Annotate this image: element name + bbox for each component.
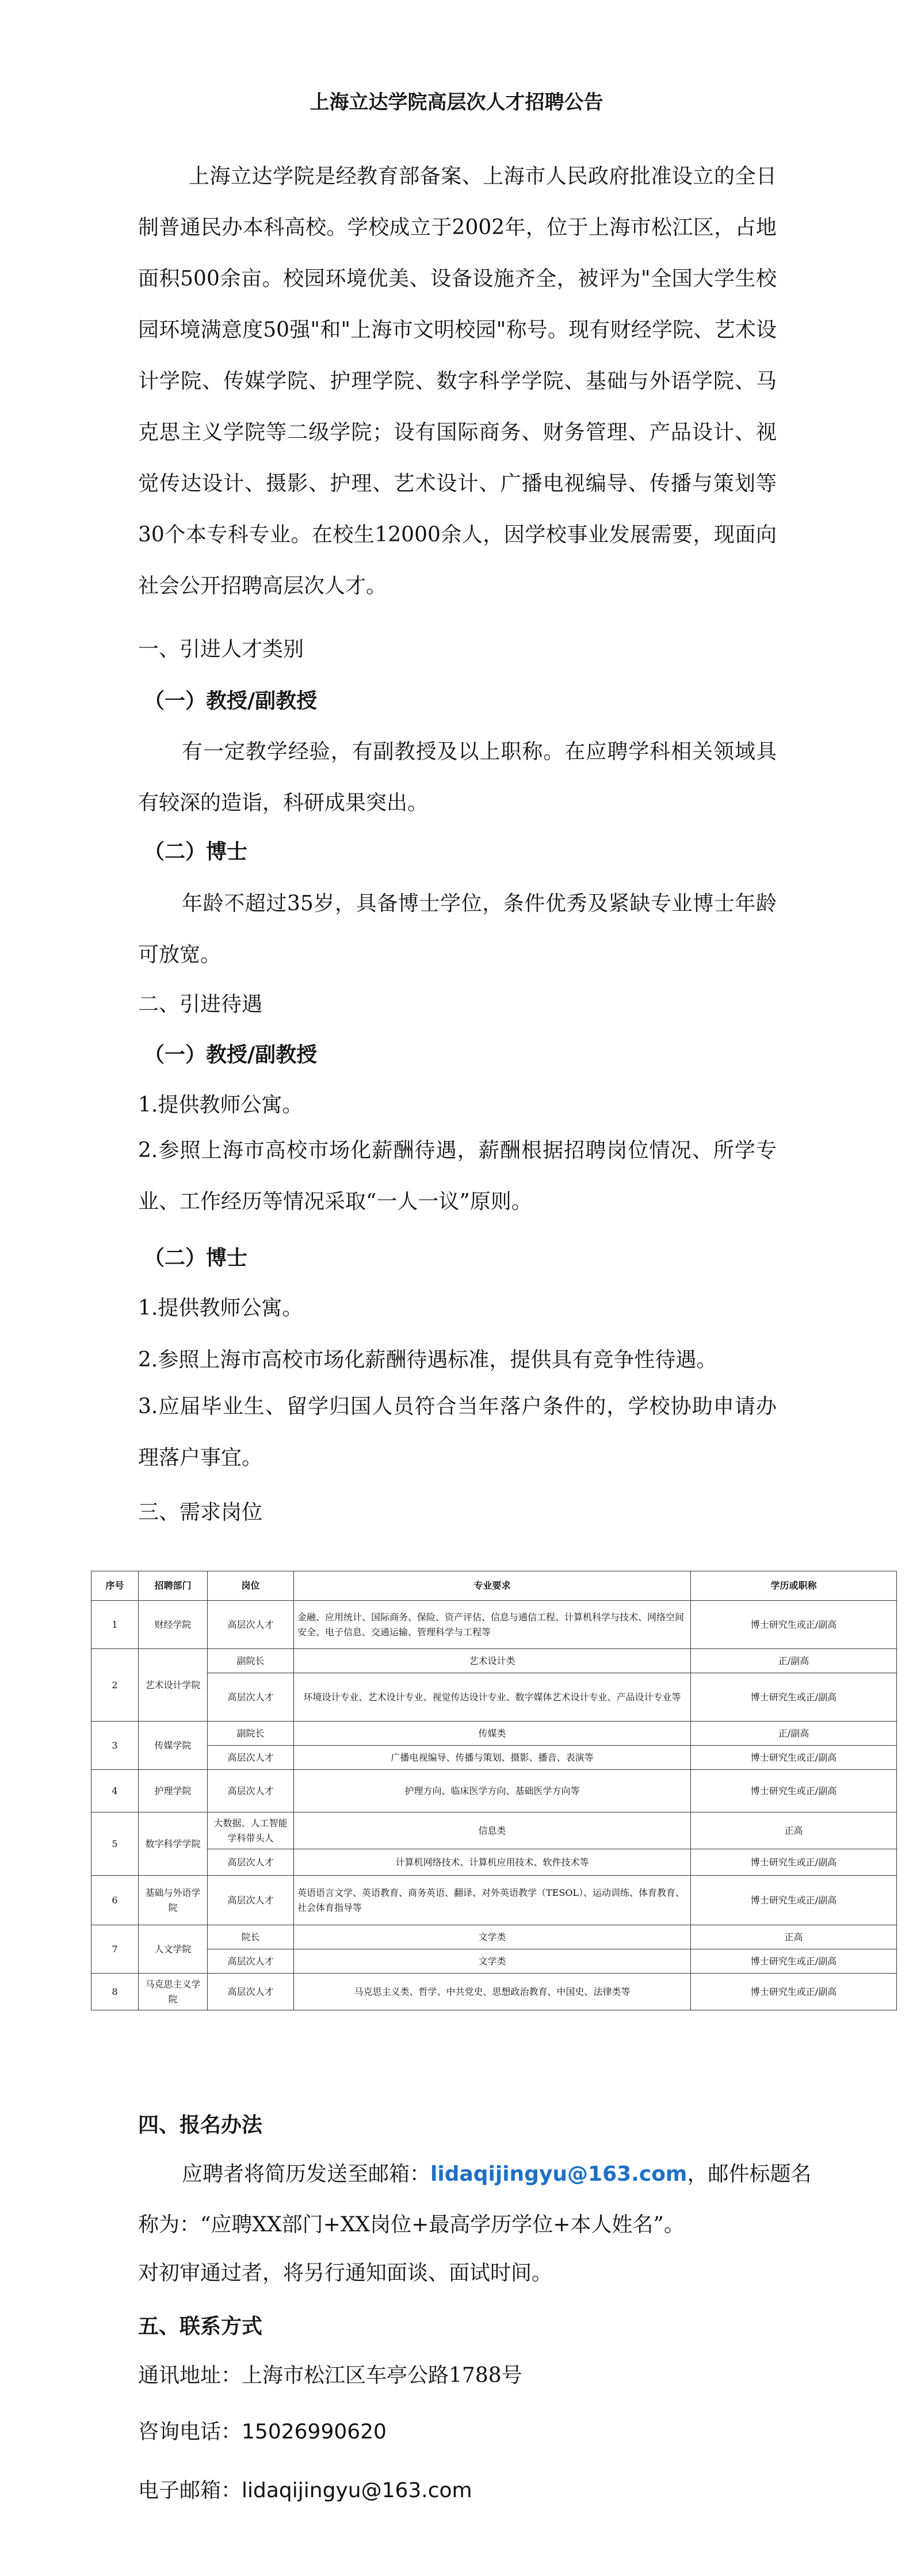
apply-email-link[interactable]: lidaqijingyu@163.com [430, 2162, 687, 2186]
section-2-sub2-item-2: 2.参照上海市高校市场化薪酬待遇标准，提供具有竞争性待遇。 [138, 1348, 717, 1372]
section-3-heading: 三、需求岗位 [138, 1501, 263, 1524]
row-major: 传媒类 [294, 1722, 691, 1746]
section-5-heading: 五、联系方式 [138, 2314, 263, 2338]
section-1-sub1-text: 有一定教学经验，有副教授及以上职称。在应聘学科相关领域具有较深的造诣，科研成果突出。 [138, 740, 777, 815]
email-label: 电子邮箱： [138, 2479, 242, 2502]
row-major: 马克思主义类、哲学、中共党史、思想政治教育、中国史、法律类等 [294, 1974, 691, 2010]
section-4-heading: 四、报名办法 [138, 2113, 263, 2137]
phone-label: 咨询电话： [138, 2420, 242, 2444]
row-dept: 艺术设计学院 [139, 1649, 208, 1722]
section-2-sub2-item-3: 3.应届毕业生、留学归国人员符合当年落户条件的，学校协助申请办理落户事宜。 [138, 1395, 777, 1470]
section-1-sub2-text: 年龄不超过35岁，具备博士学位，条件优秀及紧缺专业博士年龄可放宽。 [138, 892, 777, 967]
intro-paragraph: 上海立达学院是经教育部备案、上海市人民政府批准设立的全日制普通民办本科高校。学校成立于2002年，位于上海市松江区，占地面积500余亩。校园环境优美、设备设施齐全，被评为"全国大学生校园环境满意度50强"和"上海市文明校园"称号。现有财经学院、艺术设计学院、传媒学院、护理学院、数字科学学院、基础与外语学院、马克思主义学院等二级学院；设有国际商务、财务管理、产品设计、视觉传达设计、摄影、护理、艺术设计、广播电视编导、传播与策划等30个本专科专业。在校生12000余人，因学校事业发展需要，现面向社会公开招聘高层次人才。 [138, 165, 777, 598]
row-dept: 传媒学院 [139, 1722, 208, 1770]
row-dept: 财经学院 [139, 1601, 208, 1649]
row-dept: 马克思主义学院 [139, 1974, 208, 2010]
section-1-heading: 一、引进人才类别 [138, 638, 304, 661]
address-label: 通讯地址： [138, 2364, 242, 2387]
row-edu: 博士研究生或正/副高 [691, 1949, 897, 1974]
row-number: 7 [91, 1925, 139, 1974]
row-edu: 正/副高 [691, 1649, 897, 1673]
table-row [91, 1722, 897, 1746]
section-2-sub2-heading: （二）博士 [144, 1246, 248, 1270]
row-edu: 正/副高 [691, 1722, 897, 1746]
table-row [91, 1673, 897, 1722]
row-edu: 博士研究生或正/副高 [691, 1746, 897, 1770]
row-post: 大数据、人工智能学科带头人 [208, 1812, 294, 1849]
row-major: 广播电视编导、传播与策划、摄影、播音、表演等 [294, 1746, 691, 1770]
row-edu: 博士研究生或正/副高 [691, 1974, 897, 2010]
row-post: 高层次人才 [208, 1849, 294, 1876]
row-post: 副院长 [208, 1722, 294, 1746]
row-major: 环境设计专业、艺术设计专业、视觉传达设计专业、数字媒体艺术设计专业、产品设计专业等 [294, 1673, 691, 1722]
page-title: 上海立达学院高层次人才招聘公告 [310, 91, 603, 114]
row-post: 高层次人才 [208, 1601, 294, 1649]
table-row [91, 1746, 897, 1770]
row-dept: 基础与外语学院 [139, 1876, 208, 1925]
row-dept: 人文学院 [139, 1925, 208, 1974]
apply-text-pre: 应聘者将简历发送至邮箱： [182, 2162, 431, 2186]
row-edu: 正高 [691, 1812, 897, 1849]
section-1-sub2-heading: （二）博士 [144, 839, 248, 864]
row-post: 高层次人才 [208, 1876, 294, 1925]
contact-address [138, 2359, 522, 2388]
section-2-sub1-item-1: 1.提供教师公寓。 [138, 1093, 303, 1117]
contact-email [138, 2474, 472, 2504]
row-dept: 数字科学学院 [139, 1812, 208, 1876]
row-major: 文学类 [294, 1949, 691, 1974]
row-post: 高层次人才 [208, 1974, 294, 2010]
email-value[interactable]: lidaqijingyu@163.com [242, 2479, 472, 2502]
contact-phone [138, 2415, 387, 2445]
table-row [91, 1949, 897, 1974]
column-header: 学历或职称 [691, 1571, 897, 1601]
table-row [91, 1925, 897, 1949]
table-row [91, 1770, 897, 1812]
phone-value[interactable]: 15026990620 [242, 2420, 387, 2444]
column-header: 序号 [91, 1571, 139, 1601]
apply-line-3: 对初审通过者，将另行通知面谈、面试时间。 [138, 2261, 553, 2285]
table-row [91, 1649, 897, 1673]
row-number: 3 [91, 1722, 139, 1770]
table-header-row [91, 1571, 897, 1601]
section-1-sub1-heading: （一）教授/副教授 [144, 689, 318, 713]
row-post: 高层次人才 [208, 1673, 294, 1722]
row-number: 4 [91, 1770, 139, 1812]
row-number: 8 [91, 1974, 139, 2010]
row-number: 6 [91, 1876, 139, 1925]
apply-text-post: ，邮件标题名 [687, 2162, 812, 2186]
column-header: 专业要求 [294, 1571, 691, 1601]
row-edu: 博士研究生或正/副高 [691, 1770, 897, 1812]
section-2-sub2-item-1: 1.提供教师公寓。 [138, 1296, 303, 1320]
table-row [91, 1812, 897, 1849]
column-header: 招聘部门 [139, 1571, 208, 1601]
row-major: 护理方向、临床医学方向、基础医学方向等 [294, 1770, 691, 1812]
row-major: 英语语言文学、英语教育、商务英语、翻译、对外英语教学（TESOL）、运动训练、体育教育、社会体育指导等 [294, 1876, 691, 1925]
row-edu: 博士研究生或正/副高 [691, 1601, 897, 1649]
table-row [91, 1601, 897, 1649]
row-post: 高层次人才 [208, 1949, 294, 1974]
column-header: 岗位 [208, 1571, 294, 1601]
apply-line-1 [182, 2158, 811, 2187]
row-major: 艺术设计类 [294, 1649, 691, 1673]
row-edu: 博士研究生或正/副高 [691, 1849, 897, 1876]
row-edu: 博士研究生或正/副高 [691, 1876, 897, 1925]
address-value: 上海市松江区车亭公路1788号 [242, 2364, 522, 2387]
row-edu: 博士研究生或正/副高 [691, 1673, 897, 1722]
row-major: 金融、应用统计、国际商务、保险、资产评估、信息与通信工程、计算机科学与技术、网络空间安全、电子信息、交通运输、管理科学与工程等 [294, 1601, 691, 1649]
row-dept: 护理学院 [139, 1770, 208, 1812]
apply-line-2: 称为：“应聘XX部门+XX岗位+最高学历学位+本人姓名”。 [138, 2213, 685, 2237]
table-row [91, 1974, 897, 2010]
positions-table [91, 1571, 897, 2010]
row-edu: 正高 [691, 1925, 897, 1949]
row-major: 信息类 [294, 1812, 691, 1849]
row-number: 5 [91, 1812, 139, 1876]
section-2-heading: 二、引进待遇 [138, 993, 263, 1016]
section-2-sub1-heading: （一）教授/副教授 [144, 1043, 318, 1067]
row-number: 2 [91, 1649, 139, 1722]
row-post: 副院长 [208, 1649, 294, 1673]
row-post: 院长 [208, 1925, 294, 1949]
section-2-sub1-item-2: 2.参照上海市高校市场化薪酬待遇，薪酬根据招聘岗位情况、所学专业、工作经历等情况采取“一人一议”原则。 [138, 1139, 777, 1213]
row-number: 1 [91, 1601, 139, 1649]
table-row [91, 1876, 897, 1925]
row-post: 高层次人才 [208, 1770, 294, 1812]
row-major: 文学类 [294, 1925, 691, 1949]
row-major: 计算机网络技术、计算机应用技术、软件技术等 [294, 1849, 691, 1876]
row-post: 高层次人才 [208, 1746, 294, 1770]
table-row [91, 1849, 897, 1876]
